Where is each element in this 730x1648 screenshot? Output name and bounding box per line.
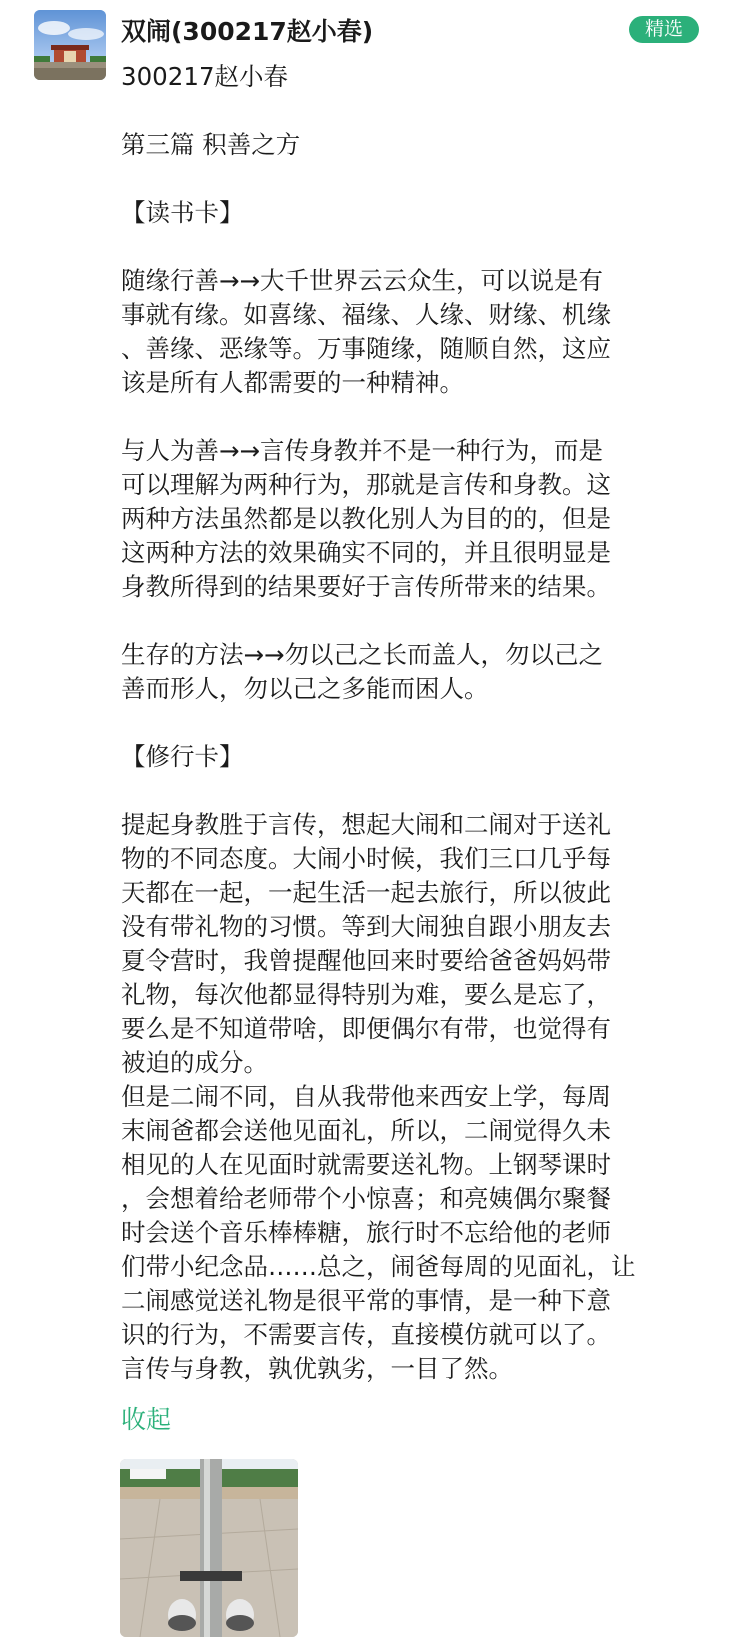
body-line: 【修行卡】 <box>121 742 244 771</box>
post-body <box>121 60 691 1386</box>
avatar[interactable] <box>34 10 106 80</box>
body-line: 事就有缘。如喜缘、福缘、人缘、财缘、机缘 <box>121 300 611 329</box>
body-line: 与人为善→→言传身教并不是一种行为，而是 <box>121 436 604 465</box>
body-line: 言传与身教，孰优孰劣，一目了然。 <box>121 1354 513 1383</box>
body-line: 没有带礼物的习惯。等到大闹独自跟小朋友去 <box>121 912 611 941</box>
body-line: 夏令营时，我曾提醒他回来时要给爸爸妈妈带 <box>121 946 611 975</box>
body-line: 天都在一起，一起生活一起去旅行，所以彼此 <box>121 878 611 907</box>
blank-line <box>121 774 691 808</box>
body-line: 两种方法虽然都是以教化别人为目的的，但是 <box>121 504 611 533</box>
blank-line <box>121 162 691 196</box>
body-line: 识的行为，不需要言传，直接模仿就可以了。 <box>121 1320 611 1349</box>
body-line: 要么是不知道带啥，即便偶尔有带，也觉得有 <box>121 1014 611 1043</box>
body-line: 时会送个音乐棒棒糖，旅行时不忘给他的老师 <box>121 1218 611 1247</box>
blank-line <box>121 706 691 740</box>
photo-image <box>120 1459 298 1637</box>
body-line: 但是二闹不同，自从我带他来西安上学，每周 <box>121 1082 611 1111</box>
body-line: 【读书卡】 <box>121 198 244 227</box>
body-line: 300217赵小春 <box>121 62 289 91</box>
body-line: 二闹感觉送礼物是很平常的事情，是一种下意 <box>121 1286 611 1315</box>
blank-line <box>121 94 691 128</box>
blank-line <box>121 400 691 434</box>
body-line: 善而形人，勿以己之多能而困人。 <box>121 674 489 703</box>
body-line: 物的不同态度。大闹小时候，我们三口几乎每 <box>121 844 611 873</box>
body-line: 被迫的成分。 <box>121 1048 268 1077</box>
body-line: 生存的方法→→勿以己之长而盖人，勿以己之 <box>121 640 604 669</box>
body-line: 该是所有人都需要的一种精神。 <box>121 368 464 397</box>
collapse-link[interactable]: 收起 <box>121 1405 172 1434</box>
body-line: 第三篇 积善之方 <box>121 130 301 159</box>
blank-line <box>121 230 691 264</box>
featured-badge: 精选 <box>629 16 699 43</box>
post-photo[interactable] <box>120 1459 298 1637</box>
body-line: 、善缘、恶缘等。万事随缘，随顺自然，这应 <box>121 334 611 363</box>
body-line: 相见的人在见面时就需要送礼物。上钢琴课时 <box>121 1150 611 1179</box>
body-line: 礼物，每次他都显得特别为难，要么是忘了， <box>121 980 611 1009</box>
body-line: ，会想着给老师带个小惊喜；和亮姨偶尔聚餐 <box>121 1184 611 1213</box>
body-line: 身教所得到的结果要好于言传所带来的结果。 <box>121 572 611 601</box>
avatar-image <box>34 10 106 80</box>
body-line: 末闹爸都会送他见面礼，所以，二闹觉得久未 <box>121 1116 611 1145</box>
body-line: 提起身教胜于言传，想起大闹和二闹对于送礼 <box>121 810 611 839</box>
blank-line <box>121 604 691 638</box>
body-line: 可以理解为两种行为，那就是言传和身教。这 <box>121 470 611 499</box>
body-line: 这两种方法的效果确实不同的，并且很明显是 <box>121 538 611 567</box>
body-line: 们带小纪念品……总之，闹爸每周的见面礼，让 <box>121 1252 636 1281</box>
author-name[interactable]: 双闹(300217赵小春) <box>121 17 374 46</box>
body-line: 随缘行善→→大千世界云云众生，可以说是有 <box>121 266 604 295</box>
